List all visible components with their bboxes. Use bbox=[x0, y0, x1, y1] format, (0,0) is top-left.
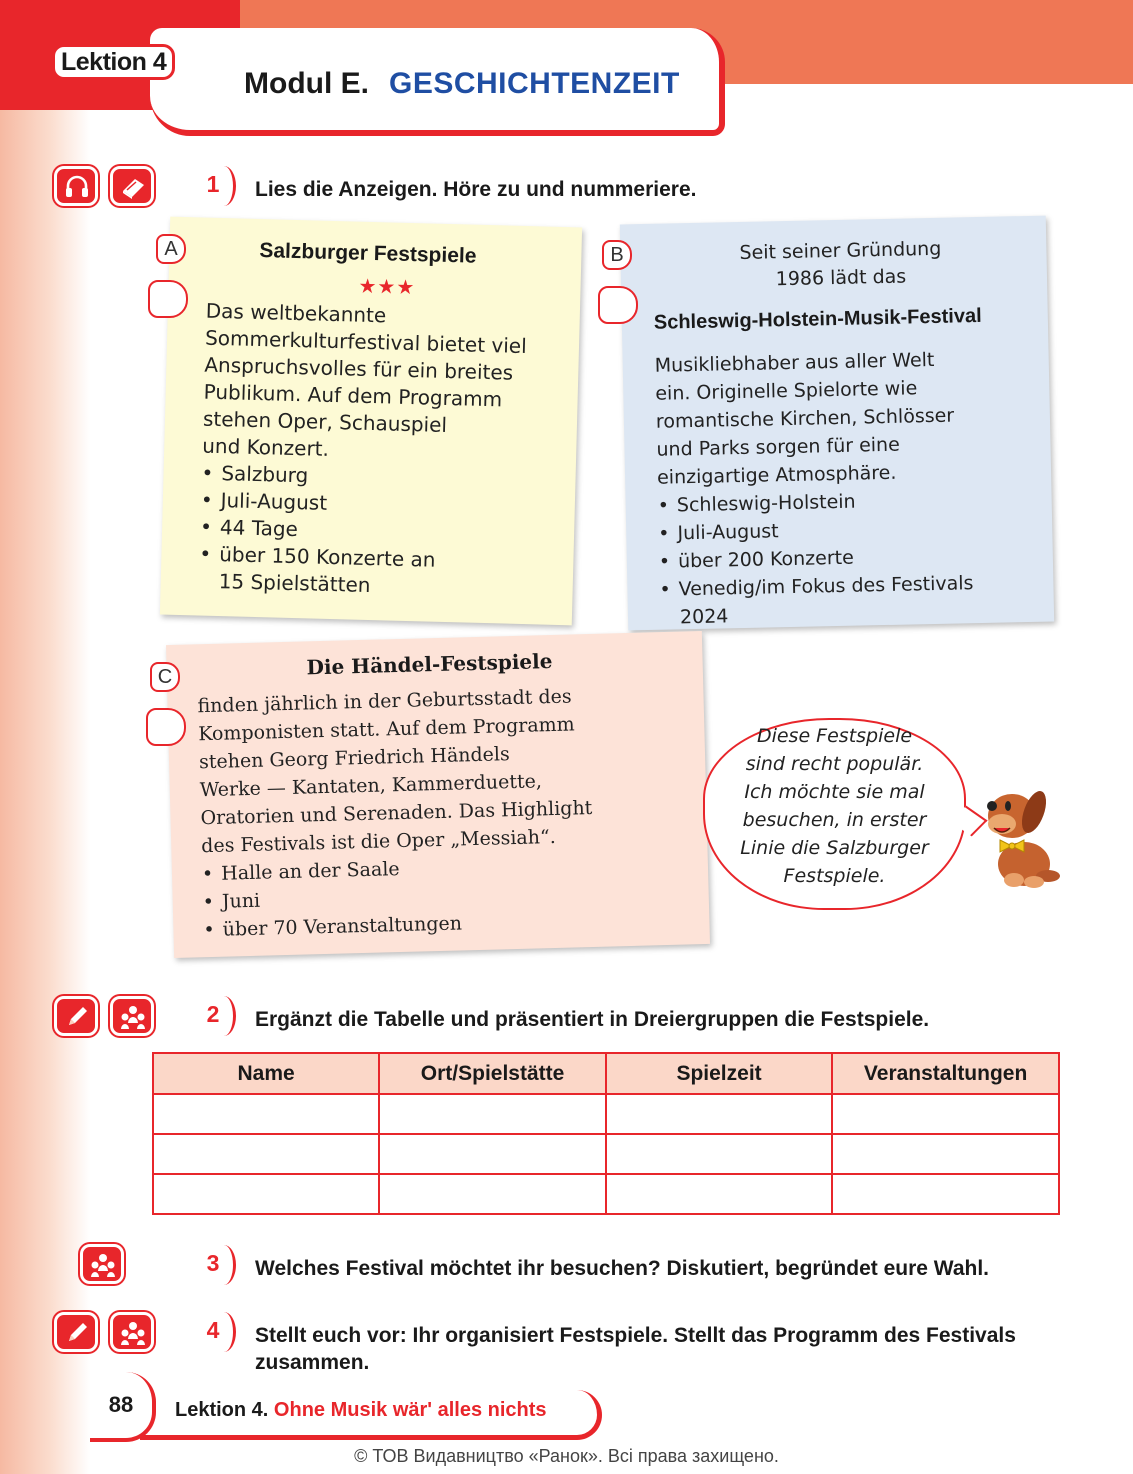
ad-a-text-line: Anspruchsvolles für ein breites bbox=[204, 352, 514, 385]
ad-b-text-line: romantische Kirchen, Schlösser bbox=[655, 404, 955, 433]
ad-b-text-line: Musikliebhaber aus aller Welt bbox=[654, 348, 935, 377]
module-title bbox=[244, 66, 680, 102]
list-item: • 44 Tage bbox=[200, 514, 541, 550]
ad-a-body bbox=[198, 298, 546, 604]
ad-b-intro-line: Seit seiner Gründung bbox=[739, 237, 942, 265]
list-item: • Salzburg bbox=[201, 460, 542, 496]
table-cell[interactable] bbox=[606, 1174, 832, 1214]
speech-bubble-text bbox=[712, 722, 957, 890]
module-label: Modul E. bbox=[244, 67, 369, 100]
page-number: 88 bbox=[90, 1372, 156, 1442]
task-3-instruction: Welches Festival möchtet ihr besuchen? Diskutiert, begründet eure Wahl. bbox=[255, 1257, 989, 1280]
ad-c-text-line: finden jährlich in der Geburtsstadt des bbox=[197, 685, 572, 718]
ad-a-stars: ★★★ bbox=[358, 273, 416, 300]
ad-b-intro-line: 1986 lädt das bbox=[775, 265, 907, 291]
ad-b-title: Schleswig-Holstein-Musik-Festival bbox=[653, 304, 982, 334]
speech-line: Diese Festspiele bbox=[756, 725, 913, 747]
list-item: • über 150 Konzerte an 15 Spielstätten bbox=[198, 541, 539, 604]
list-item: • Juli-August bbox=[201, 487, 542, 523]
table-cell[interactable] bbox=[832, 1134, 1059, 1174]
copyright-notice: © ТОВ Видавництво «Ранок». Всі права захищено. bbox=[354, 1446, 779, 1466]
list-item: • Halle an der Saale bbox=[202, 847, 693, 888]
ad-a-text-line: Publikum. Auf dem Programm bbox=[203, 379, 503, 412]
table-header-events: Veranstaltungen bbox=[832, 1053, 1059, 1094]
task-1-instruction: Lies die Anzeigen. Höre zu und nummeriere. bbox=[255, 178, 697, 201]
task-number-2: 2 bbox=[190, 994, 236, 1040]
ad-a-title: Salzburger Festspiele bbox=[259, 239, 477, 268]
ad-b-letter: B bbox=[602, 240, 632, 270]
speech-line: Linie die Salzburger bbox=[740, 837, 929, 859]
list-item: • über 200 Konzerte bbox=[659, 540, 1040, 576]
task-2-instruction: Ergänzt die Tabelle und präsentiert in Dreiergruppen die Festspiele. bbox=[255, 1008, 930, 1031]
task-number-1: 1 bbox=[190, 164, 236, 210]
module-topic: GESCHICHTENZEIT bbox=[388, 67, 680, 100]
ad-a-text-line: und Konzert. bbox=[201, 433, 330, 461]
task-number-4: 4 bbox=[190, 1310, 236, 1356]
table-cell[interactable] bbox=[606, 1094, 832, 1134]
ad-c-bullets bbox=[202, 847, 694, 944]
footer-lesson bbox=[175, 1399, 547, 1422]
table-row bbox=[153, 1094, 1059, 1134]
table-header-row bbox=[153, 1053, 1059, 1094]
ad-b-text-line: einzigartige Atmosphäre. bbox=[656, 461, 897, 489]
speech-line: Ich möchte sie mal bbox=[744, 781, 925, 803]
table-cell[interactable] bbox=[379, 1094, 606, 1134]
ad-a-text-line: Das weltbekannte bbox=[205, 298, 387, 328]
list-item: • über 70 Veranstaltungen bbox=[203, 903, 694, 944]
ad-c-text-line: Werke — Kantaten, Kammerduette, bbox=[199, 770, 543, 802]
task-4-instruction: Stellt euch vor: Ihr organisiert Festspiele. Stellt das Programm des Festivals zusammen. bbox=[255, 1324, 1016, 1374]
ad-b-text-line: und Parks sorgen für eine bbox=[656, 433, 901, 461]
footer-lesson-label: Lektion 4. bbox=[175, 1399, 269, 1421]
ad-card-salzburg bbox=[160, 217, 582, 626]
table-header-name: Name bbox=[153, 1053, 379, 1094]
book-icon bbox=[110, 166, 154, 206]
speech-line: sind recht populär. bbox=[745, 753, 924, 775]
ad-c-text-line: des Festivals ist die Oper „Messiah“. bbox=[200, 825, 556, 858]
ad-b-bullets bbox=[657, 484, 1040, 632]
page-side-gradient bbox=[0, 0, 90, 1474]
table-cell[interactable] bbox=[153, 1094, 379, 1134]
speech-line: besuchen, in erster bbox=[742, 809, 927, 831]
ad-a-text-line: stehen Oper, Schauspiel bbox=[202, 406, 448, 437]
headphones-icon bbox=[54, 166, 98, 206]
table-cell[interactable] bbox=[153, 1174, 379, 1214]
ad-c-body bbox=[197, 679, 693, 944]
group-icon bbox=[110, 1312, 154, 1352]
ad-c-text-line: Oratorien und Serenaden. Das Highlight bbox=[200, 796, 593, 830]
lesson-badge: Lektion 4 bbox=[52, 44, 175, 80]
table-row bbox=[153, 1134, 1059, 1174]
ad-c-answer-box[interactable] bbox=[146, 708, 186, 746]
ad-card-schleswig-holstein bbox=[620, 216, 1054, 631]
dog-mascot-icon bbox=[978, 772, 1062, 890]
group-icon bbox=[110, 996, 154, 1036]
table-cell[interactable] bbox=[606, 1134, 832, 1174]
table-cell[interactable] bbox=[832, 1174, 1059, 1214]
ad-b-intro bbox=[660, 234, 1021, 296]
speech-line: Festspiele. bbox=[783, 865, 886, 887]
list-item: • Venedig/im Fokus des Festivals 2024 bbox=[659, 568, 1040, 632]
ad-c-title: Die Händel-Festspiele bbox=[306, 648, 553, 680]
ad-a-bullets bbox=[198, 460, 541, 604]
task-number-3: 3 bbox=[190, 1243, 236, 1289]
table-cell[interactable] bbox=[153, 1134, 379, 1174]
ad-b-body bbox=[654, 344, 1040, 632]
table-cell[interactable] bbox=[379, 1174, 606, 1214]
ad-c-text-line: Komponisten statt. Auf dem Programm bbox=[198, 713, 575, 746]
list-item: • Schleswig-Holstein bbox=[657, 484, 1038, 520]
list-item: • Juli-August bbox=[658, 512, 1039, 548]
pencil-icon bbox=[54, 996, 98, 1036]
pencil-icon bbox=[54, 1312, 98, 1352]
ad-a-letter: A bbox=[156, 234, 186, 264]
group-icon bbox=[80, 1244, 124, 1284]
table-cell[interactable] bbox=[832, 1094, 1059, 1134]
table-cell[interactable] bbox=[379, 1134, 606, 1174]
ad-c-text-line: stehen Georg Friedrich Händels bbox=[198, 743, 510, 774]
ad-c-letter: C bbox=[150, 662, 180, 692]
ad-card-haendel bbox=[166, 631, 710, 958]
list-item: • Juni bbox=[202, 875, 693, 916]
ad-a-answer-box[interactable] bbox=[148, 280, 188, 318]
ad-b-text-line: ein. Originelle Spielorte wie bbox=[655, 377, 918, 405]
table-header-season: Spielzeit bbox=[606, 1053, 832, 1094]
ad-b-answer-box[interactable] bbox=[598, 286, 638, 324]
footer-lesson-title: Ohne Musik wär' alles nichts bbox=[273, 1399, 547, 1421]
ad-a-text-line: Sommerkulturfestival bietet viel bbox=[204, 325, 528, 359]
table-header-location: Ort/Spielstätte bbox=[379, 1053, 606, 1094]
table-row bbox=[153, 1174, 1059, 1214]
festival-table bbox=[152, 1052, 1060, 1215]
